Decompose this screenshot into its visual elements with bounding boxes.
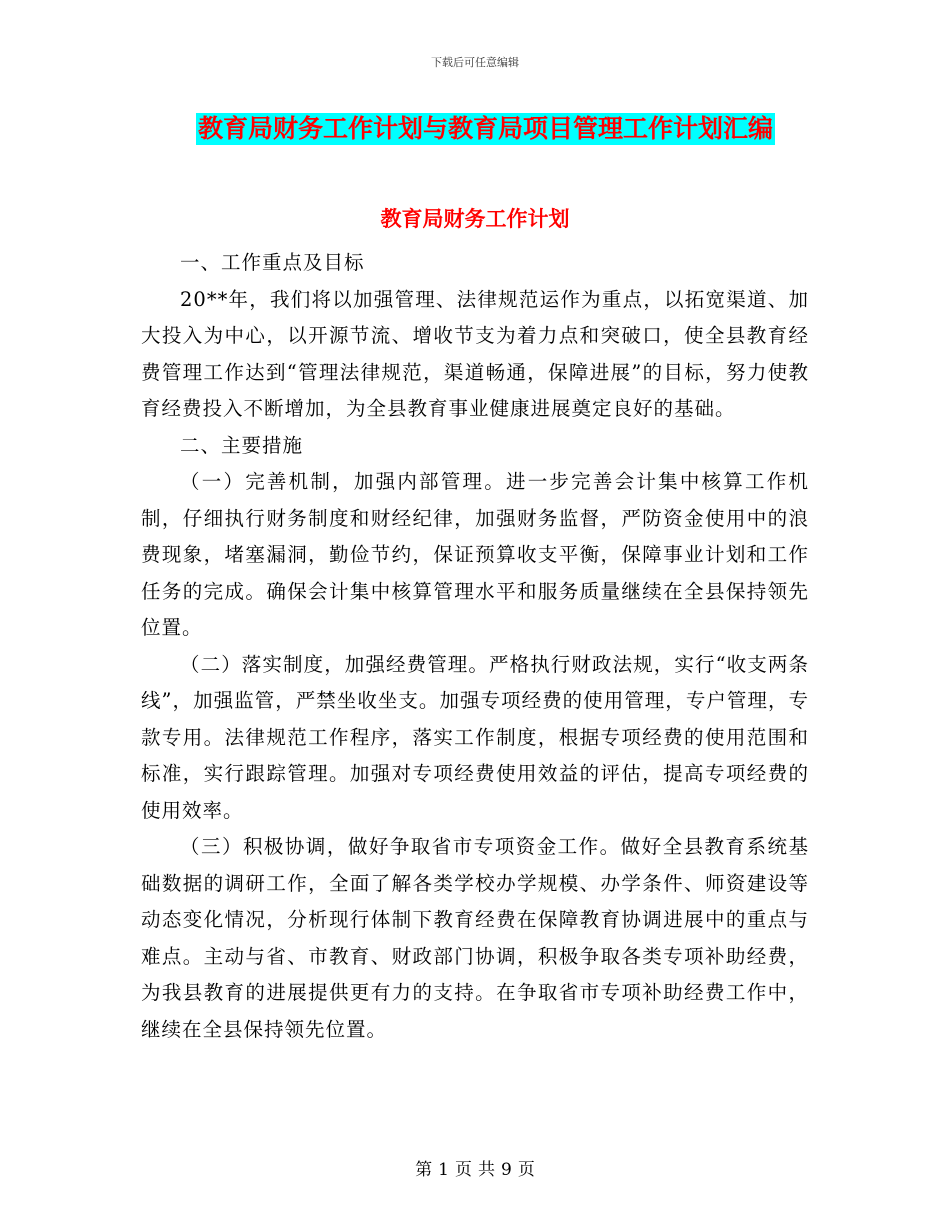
section-title: 教育局财务工作计划	[380, 206, 570, 231]
footer-total-unit: 页	[517, 1160, 535, 1180]
footer-current-page: 1	[438, 1160, 449, 1180]
footer-total-prefix: 共	[478, 1160, 495, 1180]
page-footer	[0, 1155, 950, 1180]
paragraph-measure-1: （一）完善机制，加强内部管理。进一步完善会计集中核算工作机制，仔细执行财务制度和财经纪律，加强财务监督，严防资金使用中的浪费现象，堵塞漏洞，勤俭节约，保证预算收支平衡，保障事业计划和工作任务的完成。确保会计集中核算管理水平和服务质量继续在全县保持领先位置。	[141, 470, 809, 639]
paragraph-goals: 20**年，我们将以加强管理、法律规范运作为重点，以拓宽渠道、加大投入为中心，以开源节流、增收节支为着力点和突破口，使全县教育经费管理工作达到“管理法律规范，渠道畅通，保障进展”的目标，努力使教育经费投入不断增加，为全县教育事业健康进展奠定良好的基础。	[141, 287, 809, 420]
footer-total-pages: 9	[501, 1160, 512, 1180]
footer-page-prefix: 第	[415, 1160, 433, 1180]
document-main-title: 教育局财务工作计划与教育局项目管理工作计划汇编	[198, 114, 774, 143]
paragraph-measure-3: （三）积极协调，做好争取省市专项资金工作。做好全县教育系统基础数据的调研工作，全面了解各类学校办学规模、办学条件、师资建设等动态变化情况，分析现行体制下教育经费在保障教育协调进展中的重点与难点。主动与省、市教育、财政部门协调，积极争取各类专项补助经费，为我县教育的进展提供更有力的支持。在争取省市专项补助经费工作中，继续在全县保持领先位置。	[141, 835, 809, 1041]
footer-page-unit: 页	[455, 1160, 472, 1180]
document-body	[141, 245, 809, 1048]
header-note: 下载后可任意编辑	[431, 56, 519, 69]
heading-main-measures: 二、主要措施	[180, 433, 304, 457]
paragraph-measure-2: （二）落实制度，加强经费管理。严格执行财政法规，实行“收支两条线”，加强监管，严禁坐收坐支。加强专项经费的使用管理，专户管理，专款专用。法律规范工作程序，落实工作制度，根据专项经费的使用范围和标准，实行跟踪管理。加强对专项经费使用效益的评估，提高专项经费的使用效率。	[141, 652, 809, 822]
heading-work-focus: 一、工作重点及目标	[180, 251, 365, 274]
